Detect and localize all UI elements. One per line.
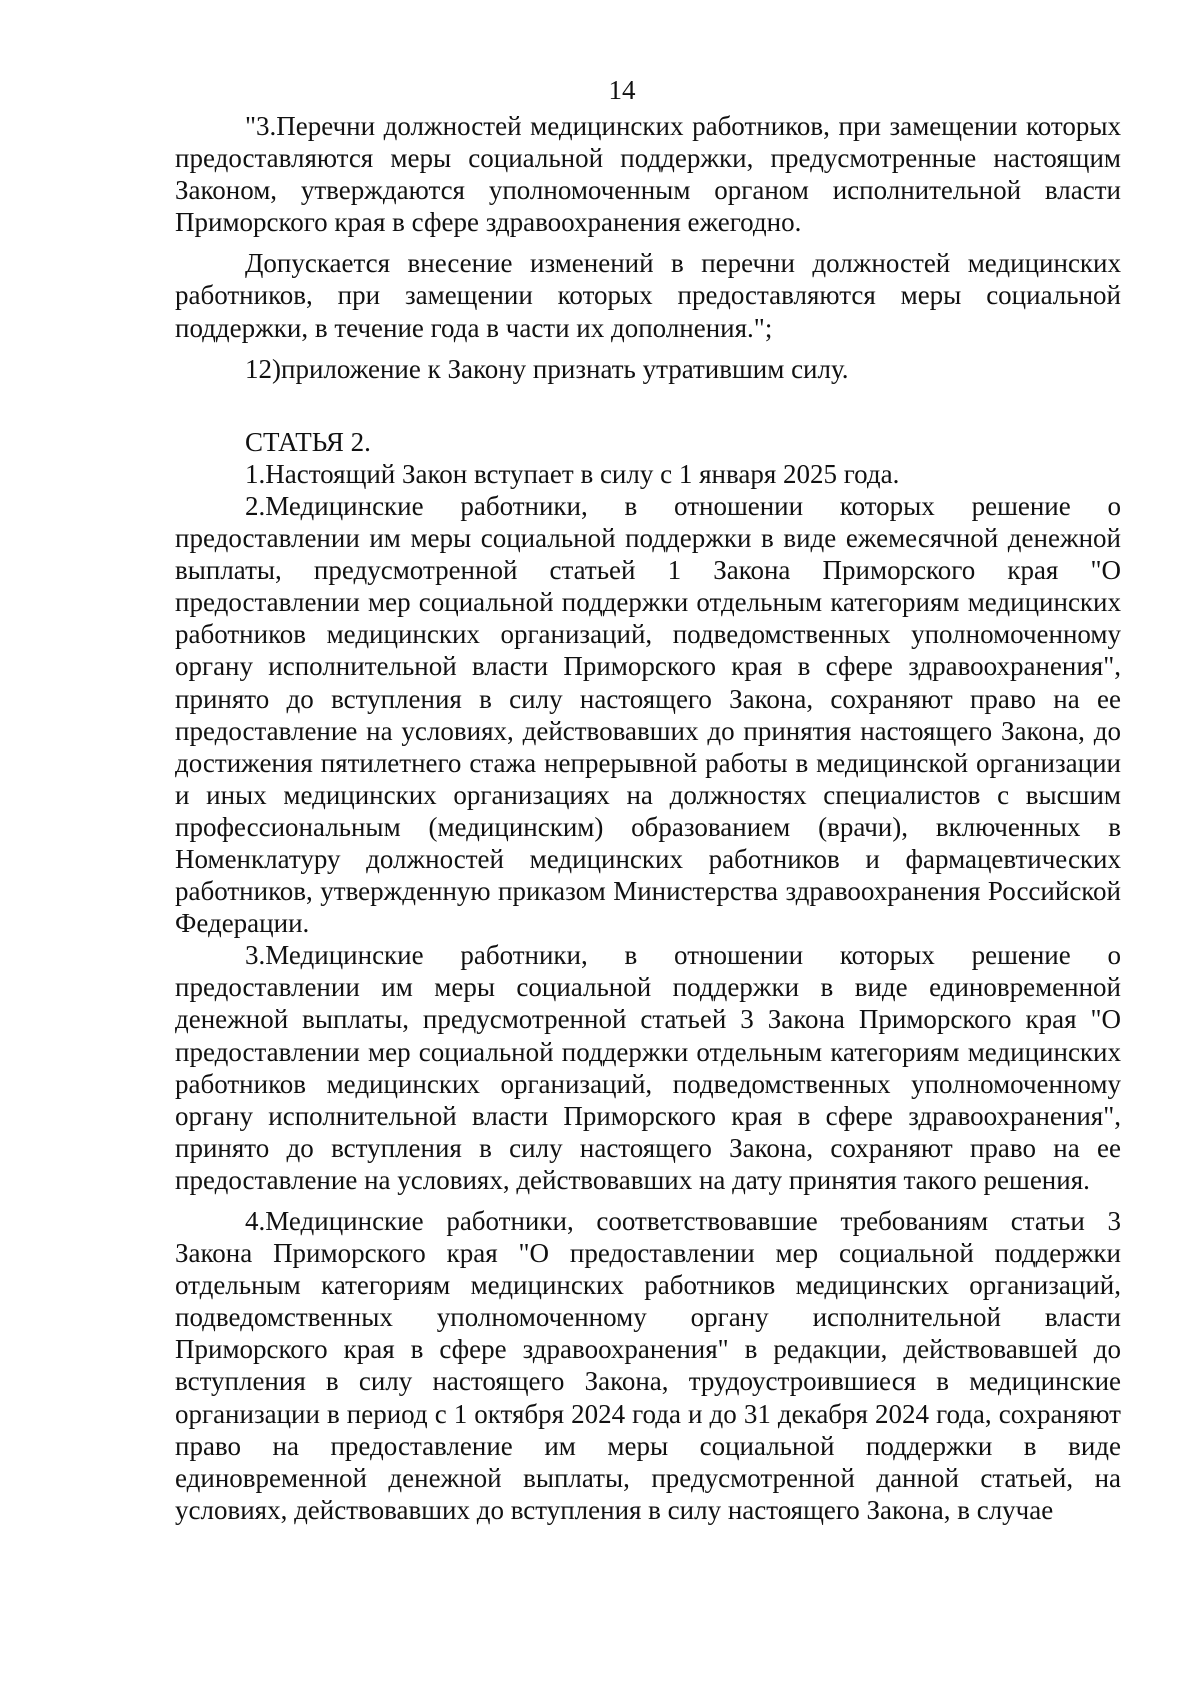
paragraph-gap bbox=[175, 238, 1121, 247]
paragraph-gap bbox=[175, 417, 1121, 426]
paragraph-article2-part1: 1.Настоящий Закон вступает в силу с 1 января 2025 года. bbox=[245, 458, 900, 489]
paragraph-amendments: Допускается внесение изменений в перечни должностей медицинских работников, при замещении которых предоставляются меры социальной поддержки, в течение года в части их дополнения."; bbox=[175, 248, 1121, 343]
document-body bbox=[175, 110, 1121, 1526]
article-heading: СТАТЬЯ 2. bbox=[245, 426, 371, 457]
paragraph-article2-part3: 3.Медицинские работники, в отношении которых решение о предоставлении им меры социальной поддержки в виде единовременной денежной выплаты, предусмотренной статьей 3 Закона Приморского края "О предоставлении мер социальной поддержки отдельным категориям медицинских работников медицинских организаций, подведомственных уполномоченному органу исполнительной власти Приморского края в сфере здравоохранения", принято до вступления в силу настоящего Закона, сохраняют право на ее предоставление на условиях, действовавших на дату принятия такого решения. bbox=[175, 940, 1121, 1195]
page-number: 14 bbox=[608, 75, 636, 105]
paragraph-item-12: 12)приложение к Закону признать утратившим силу. bbox=[245, 353, 849, 384]
paragraph-article2-part2: 2.Медицинские работники, в отношении которых решение о предоставлении им меры социальной поддержки в виде ежемесячной денежной выплаты, предусмотренной статьей 1 Закона Приморского края "О предоставлении мер социальной поддержки отдельным категориям медицинских работников медицинских организаций, подведомственных уполномоченному органу исполнительной власти Приморского края в сфере здравоохранения", принято до вступления в силу настоящего Закона, сохраняют право на ее предоставление на условиях, действовавших до принятия настоящего Закона, до достижения пятилетнего стажа непрерывной работы в медицинской организации и иных медицинских организациях на должностях специалистов с высшим профессиональным (медицинским) образованием (врачи), включенных в Номенклатуру должностей медицинских работников и фармацевтических работников, утвержденную приказом Министерства здравоохранения Российской Федерации. bbox=[175, 490, 1121, 939]
blank-line bbox=[175, 385, 1121, 417]
paragraph-article2-part4: 4.Медицинские работники, соответствовавшие требованиям статьи 3 Закона Приморского края "О предоставлении мер социальной поддержки отдельным категориям медицинских работников медицинских организаций, подведомственных уполномоченному органу исполнительной власти Приморского края в сфере здравоохранения" в редакции, действовавшей до вступления в силу настоящего Закона, трудоустроившиеся в медицинские организации в период с 1 октября 2024 года и до 31 декабря 2024 года, сохраняют право на предоставление им меры социальной поддержки в виде единовременной денежной выплаты, предусмотренной данной статьей, на условиях, действовавших до вступления в силу настоящего Закона, в случае bbox=[175, 1206, 1121, 1525]
paragraph-gap bbox=[175, 344, 1121, 353]
paragraph-item-3: "3.Перечни должностей медицинских работников, при замещении которых предоставляются меры социальной поддержки, предусмотренные настоящим Законом, утверждаются уполномоченным органом исполнительной власти Приморского края в сфере здравоохранения ежегодно. bbox=[175, 111, 1121, 238]
paragraph-gap bbox=[175, 1196, 1121, 1205]
